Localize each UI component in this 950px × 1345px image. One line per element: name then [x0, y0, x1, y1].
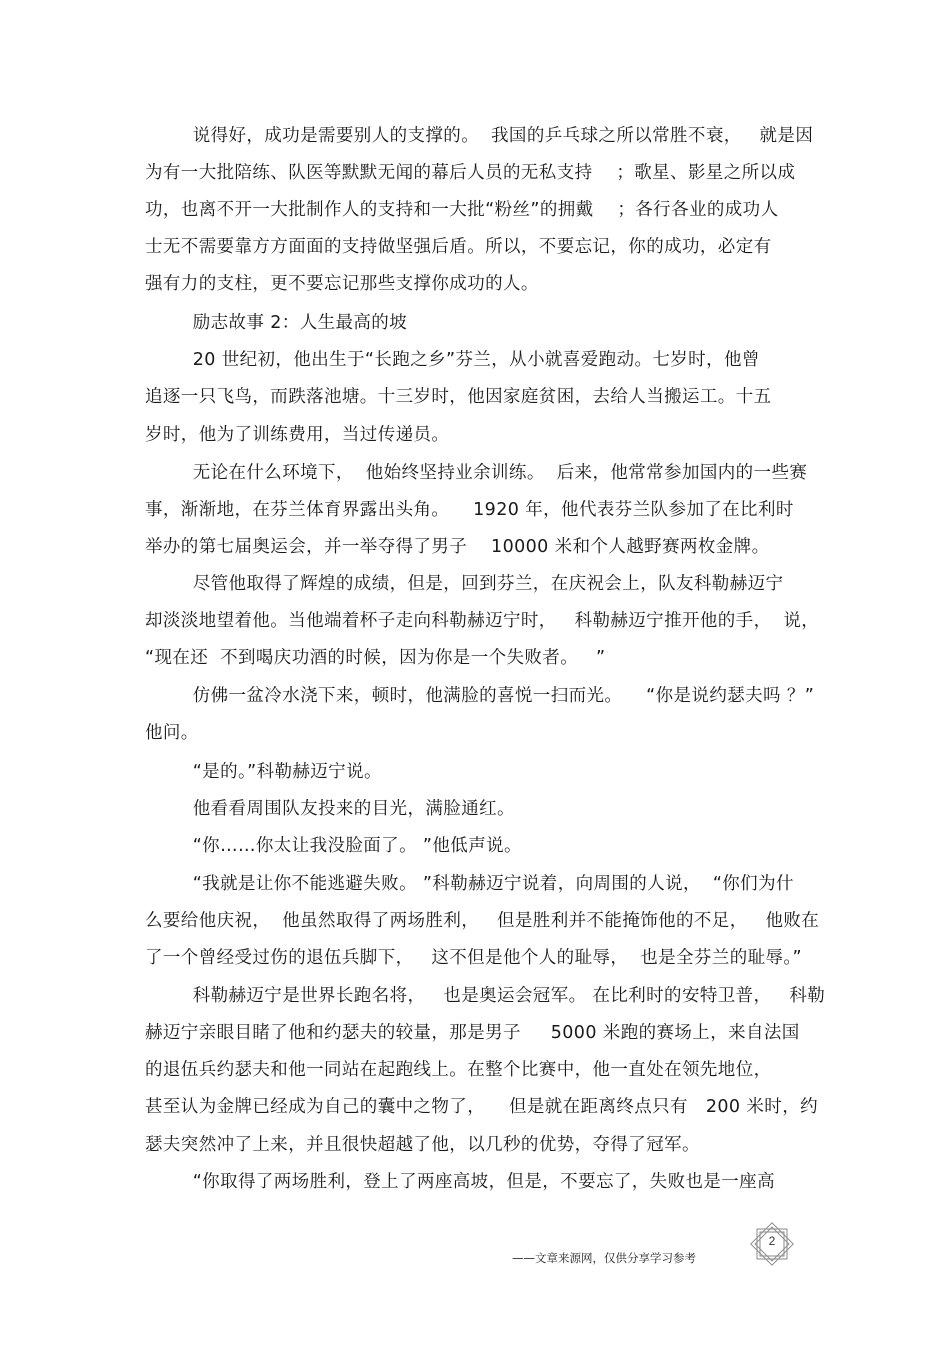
text-line: 事，渐渐地，在芬兰体育界露出头角。 1920 年，他代表芬兰队参加了在比利时: [145, 500, 794, 520]
text-line: 20 世纪初，他出生于“长跑之乡”芬兰，从小就喜爱跑动。七岁时，他曾: [145, 350, 760, 370]
text-line: 了一个曾经受过伤的退伍兵脚下， 这不但是他个人的耻辱， 也是全芬兰的耻辱。”: [145, 948, 803, 968]
text-line: 追逐一只飞鸟，而跌落池塘。十三岁时，他因家庭贫困，去给人当搬运工。十五: [145, 387, 772, 407]
text-line: 仿佛一盆冷水浇下来，顿时，他满脸的喜悦一扫而光。 “你是说约瑟夫吗 ？”: [145, 686, 815, 706]
text-line: 么要给他庆祝， 他虽然取得了两场胜利， 但是胜利并不能掩饰他的不足， 他败在: [145, 911, 820, 931]
text-line: 瑟夫突然冲了上来，并且很快超越了他，以几秒的优势，夺得了冠军。: [145, 1135, 700, 1155]
text-line: “现在还 不到喝庆功酒的时候，因为你是一个失败者。 ”: [145, 648, 606, 668]
text-line: 科勒赫迈宁是世界长跑名将， 也是奥运会冠军。 在比利时的安特卫普， 科勒: [145, 986, 826, 1006]
text-line: 无论在什么环境下， 他始终坚持业余训练。 后来，他常常参加国内的一些赛: [145, 463, 808, 483]
text-line: 的退伍兵约瑟夫和他一同站在起跑线上。在整个比赛中，他一直处在领先地位，: [145, 1060, 772, 1080]
text-line: 甚至认为金牌已经成为自己的囊中之物了， 但是就在距离终点只有 200 米时，约: [145, 1097, 819, 1117]
footer-source-note: ——文章来源网，仅供分享学习参考: [512, 1251, 696, 1265]
text-line: 他看看周围队友投来的目光，满脸通红。: [145, 799, 515, 819]
text-line: 却淡淡地望着他。当他端着杯子走向科勒赫迈宁时， 科勒赫迈宁推开他的手， 说，: [145, 611, 820, 631]
text-line: 为有一大批陪练、队医等默默无闻的幕后人员的无私支持 ；歌星、影星之所以成: [145, 163, 796, 183]
text-line: 岁时，他为了训练费用，当过传递员。: [145, 425, 450, 445]
page-number: 2: [768, 1234, 776, 1248]
text-line: 尽管他取得了辉煌的成绩，但是，回到芬兰，在庆祝会上，队友科勒赫迈宁: [145, 574, 784, 594]
text-line: 举办的第七届奥运会，并一举夺得了男子 10000 米和个人越野赛两枚金牌。: [145, 537, 770, 557]
text-line: “我就是让你不能逃避失败。 ”科勒赫迈宁说着，向周围的人说， “你们为什: [145, 874, 794, 894]
text-line: “你取得了两场胜利，登上了两座高坡，但是，不要忘了，失败也是一座高: [145, 1172, 775, 1192]
text-line: 士无不需要靠方方面面的支持做坚强后盾。所以，不要忘记，你的成功，必定有: [145, 237, 772, 257]
page-number-badge: [748, 1220, 796, 1268]
text-line: 赫迈宁亲眼目睹了他和约瑟夫的较量，那是男子 5000 米跑的赛场上，来自法国: [145, 1023, 800, 1043]
text-line: 他问。: [145, 723, 199, 743]
text-line: 强有力的支柱，更不要忘记那些支撑你成功的人。: [145, 274, 539, 294]
text-line: “你……你太让我没脸面了。 ”他低声说。: [145, 836, 522, 856]
text-line: “是的。”科勒赫迈宁说。: [145, 762, 382, 782]
text-line: 说得好，成功是需要别人的支撑的。 我国的乒乓球之所以常胜不衰， 就是因: [145, 126, 814, 146]
text-line: 功，也离不开一大批制作人的支持和一大批“粉丝”的拥戴 ；各行各业的成功人: [145, 200, 779, 220]
section-heading: 励志故事 2：人生最高的坡: [145, 313, 408, 333]
